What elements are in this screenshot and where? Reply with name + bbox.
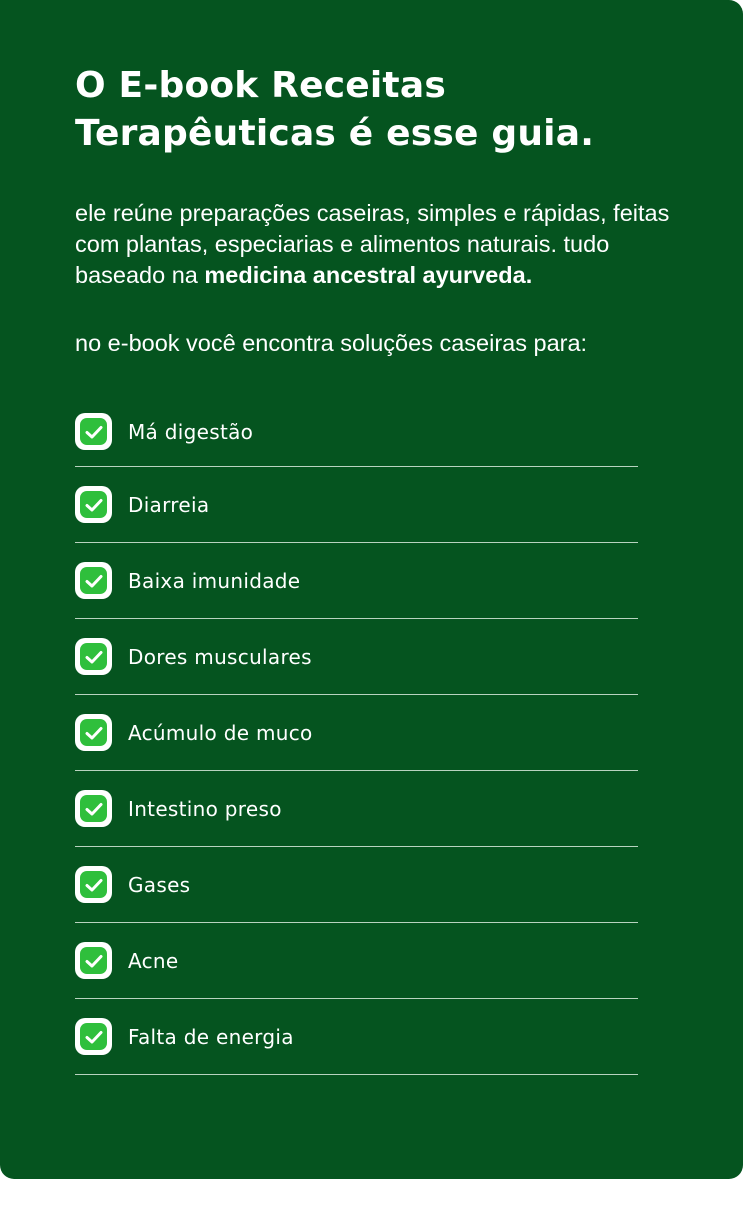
intro-paragraph	[75, 198, 675, 291]
intro-text: ele reúne preparações caseiras, simples e rápidas, feitas com plantas, especiarias e alimentos naturais. tudo baseado na	[75, 200, 670, 288]
check-icon	[75, 942, 112, 979]
check-icon	[75, 1018, 112, 1055]
list-item-label: Dores musculares	[128, 644, 312, 669]
benefits-list	[75, 397, 638, 1075]
intro-highlight: medicina ancestral ayurveda.	[204, 262, 533, 288]
list-item	[75, 397, 638, 467]
check-icon	[75, 562, 112, 599]
page-title: O E-book Receitas Terapêuticas é esse guia.	[75, 65, 595, 154]
list-item-label: Má digestão	[128, 419, 254, 444]
list-item-label: Falta de energia	[128, 1024, 294, 1049]
list-lead: no e-book você encontra soluções caseiras para:	[75, 330, 588, 356]
list-item-label: Gases	[128, 872, 191, 897]
list-item	[75, 467, 638, 543]
check-icon	[75, 638, 112, 675]
check-icon	[75, 790, 112, 827]
check-icon	[75, 714, 112, 751]
list-item-label: Acúmulo de muco	[128, 720, 313, 745]
check-icon	[75, 866, 112, 903]
list-item	[75, 771, 638, 847]
check-icon	[75, 486, 112, 523]
list-item	[75, 847, 638, 923]
list-item	[75, 923, 638, 999]
list-item	[75, 543, 638, 619]
list-item	[75, 695, 638, 771]
list-item-label: Diarreia	[128, 492, 210, 517]
list-item	[75, 999, 638, 1075]
list-item-label: Baixa imunidade	[128, 568, 301, 593]
list-item-label: Intestino preso	[128, 796, 282, 821]
list-item	[75, 619, 638, 695]
list-item-label: Acne	[128, 948, 179, 973]
check-icon	[75, 413, 112, 450]
